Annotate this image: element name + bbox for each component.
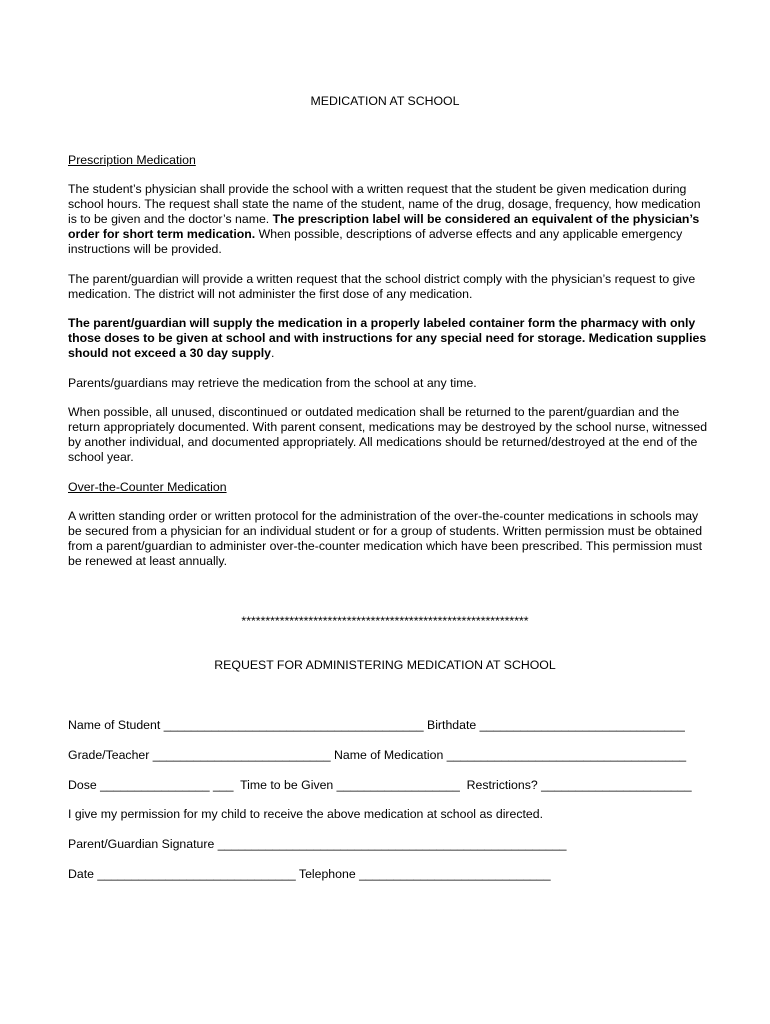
form-line-date-telephone: Date _____________________________ Telephone ____________________________	[68, 867, 551, 881]
prescription-heading: Prescription Medication	[68, 153, 196, 167]
prescription-paragraph-1	[68, 182, 708, 257]
prescription-paragraph-3	[68, 316, 708, 361]
document-title: MEDICATION AT SCHOOL	[310, 94, 460, 108]
otc-heading: Over-the-Counter Medication	[68, 480, 227, 494]
prescription-p1-bold: The prescription label will be considered an equivalent of the physician’s order for short term medication.	[68, 212, 700, 241]
otc-paragraph: A written standing order or written protocol for the administration of the over-the-counter medications in schools may be secured from a physician for an individual student or for a group of students. Written permission must be obtained from a parent/guardian to administer over-the-counter medication which have been prescribed. This permission must be renewed at least annually.	[68, 509, 703, 568]
prescription-paragraph-4: Parents/guardians may retrieve the medication from the school at any time.	[68, 376, 477, 390]
prescription-p3-period: .	[270, 346, 275, 360]
form-line-signature: Parent/Guardian Signature ___________________________________________________	[68, 837, 567, 851]
prescription-p1-text: The student’s physician shall provide the school with a written request that the student be given medication during school hours. The request shall state the name of the student, name of the drug, dosage, frequency, how medication is to be given and the doctor’s name.	[68, 182, 701, 226]
form-line-grade-medication: Grade/Teacher __________________________ Name of Medication ___________________________________	[68, 748, 687, 762]
form-line-dose-time-restrictions: Dose ________________ ___ Time to be Given __________________ Restrictions? ______________________	[68, 778, 692, 792]
form-line-student-birthdate: Name of Student ______________________________________ Birthdate ______________________________	[68, 718, 685, 732]
prescription-paragraph-5: When possible, all unused, discontinued or outdated medication shall be returned to the parent/guardian and the return appropriately documented. With parent consent, medications may be destroyed by the school nurse, witnessed by another individual, and documented appropriately. All medications should be returned/destroyed at the end of the school year.	[68, 405, 708, 464]
request-title: REQUEST FOR ADMINISTERING MEDICATION AT SCHOOL	[214, 658, 556, 672]
prescription-paragraph-2: The parent/guardian will provide a written request that the school district comply with the physician’s request to give medication. The district will not administer the first dose of any medication.	[68, 272, 696, 301]
prescription-p3-bold: The parent/guardian will supply the medication in a properly labeled container form the pharmacy with only those doses to be given at school and with instructions for any special need for storage. Medication supplies should not exceed a 30 day supply	[68, 316, 707, 360]
prescription-p1-tail: When possible, descriptions of adverse effects and any applicable emergency instructions will be provided.	[68, 227, 683, 256]
permission-statement: I give my permission for my child to receive the above medication at school as directed.	[68, 807, 544, 821]
separator-line: ************************************************************	[241, 614, 529, 628]
